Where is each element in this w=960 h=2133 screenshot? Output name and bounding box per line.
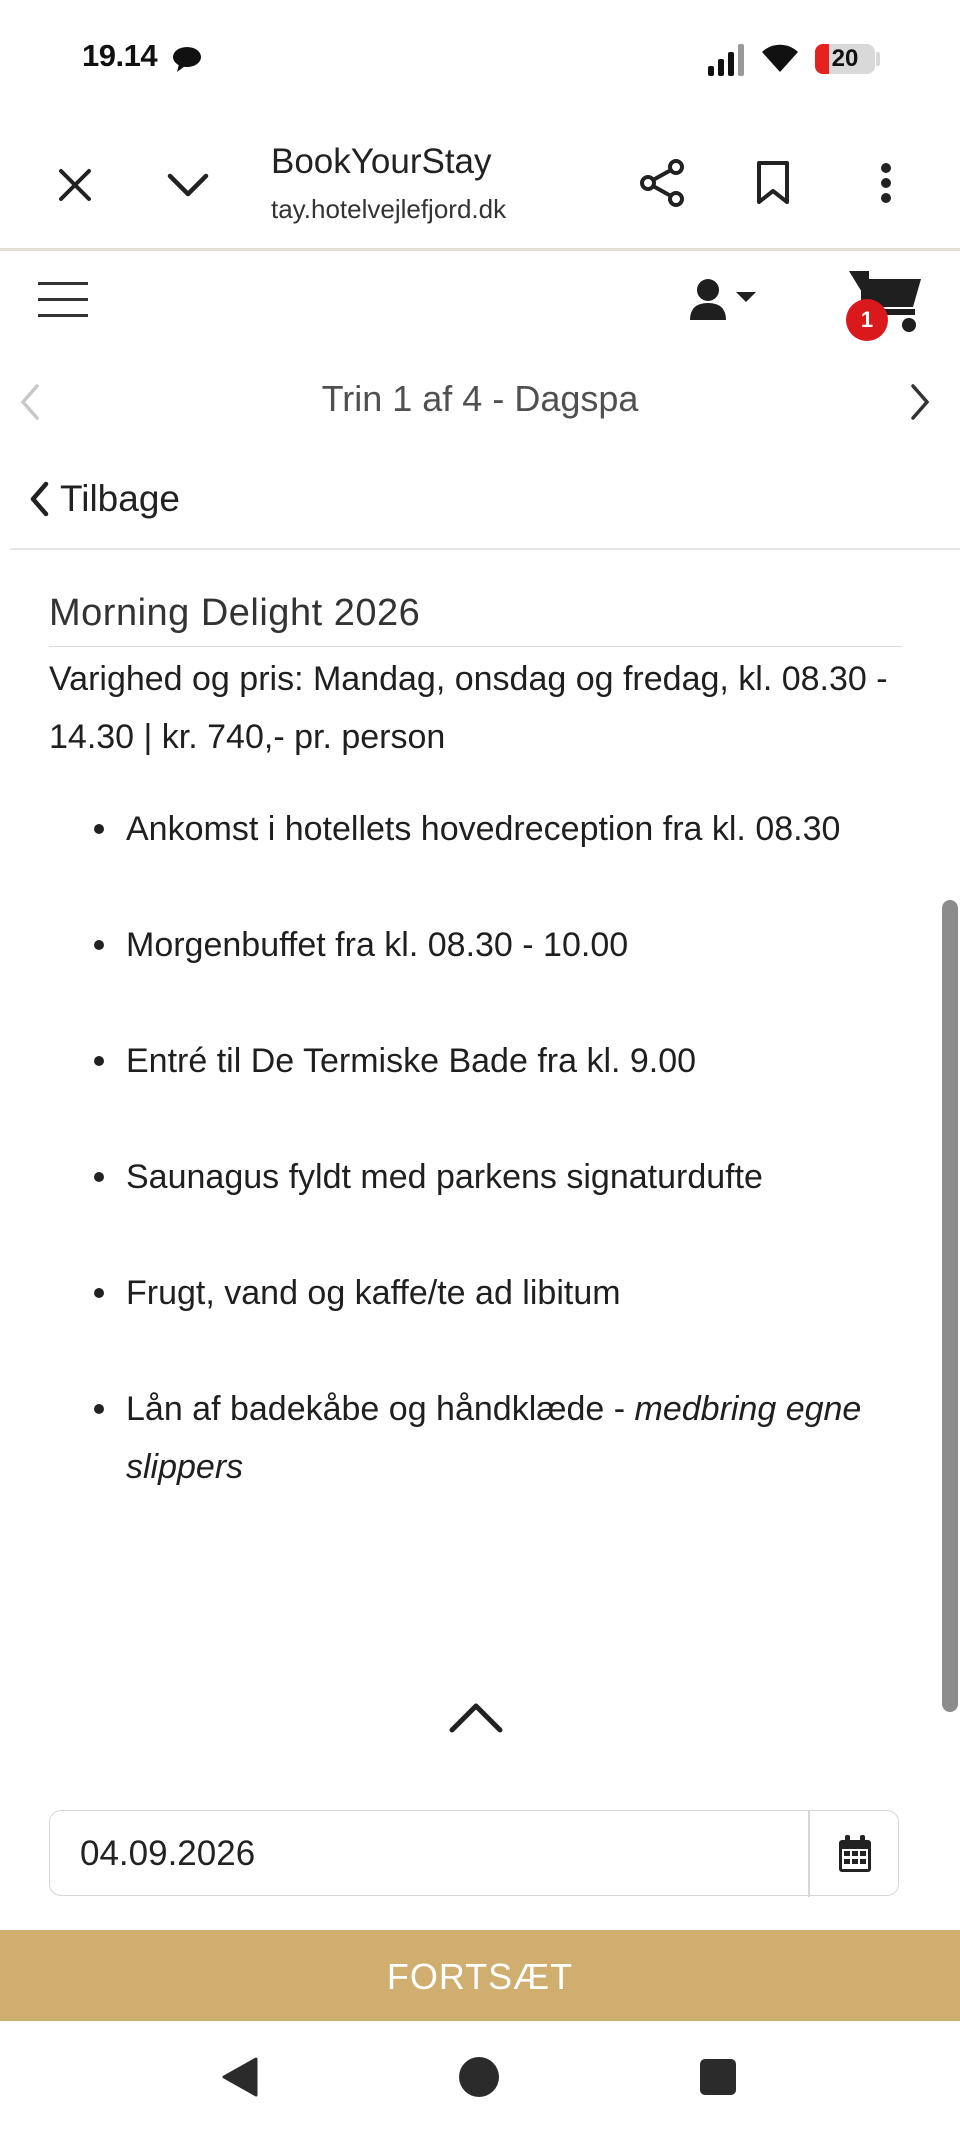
nav-recents-icon[interactable] [700,2059,736,2095]
bookmark-button[interactable] [748,155,798,211]
menu-button[interactable] [38,282,88,318]
caret-down-icon [736,292,756,302]
battery-cap [876,52,880,66]
chevron-up-icon [448,1700,504,1734]
next-step-button[interactable] [906,382,936,422]
product-title: Morning Delight 2026 [49,592,421,634]
continue-button[interactable]: FORTSÆT [0,1930,960,2021]
bookmark-icon [755,160,791,206]
page-title: BookYourStay [271,142,492,181]
list-item-text: Lån af badekåbe og håndklæde - [126,1390,635,1428]
nav-back-icon[interactable] [220,2056,260,2098]
chevron-left-icon [28,481,50,517]
chevron-down-icon [166,170,210,200]
battery-level: 20 [831,45,859,72]
close-icon [57,167,93,203]
user-icon [688,276,768,326]
more-vert-icon [880,162,892,204]
user-menu-button[interactable] [688,276,768,326]
wifi-icon [760,42,800,74]
list-item: Frugt, vand og kaffe/te ad libitum [94,1264,894,1322]
signal-icon [708,44,748,76]
duration-price: Varighed og pris: Mandag, onsdag og fredag, kl. 08.30 - 14.30 | kr. 740,- pr. person [49,660,888,756]
date-field[interactable] [49,1810,899,1896]
chevron-right-icon [909,382,933,422]
list-item: Ankomst i hotellets hovedreception fra kl. 08.30 [94,800,894,858]
close-button[interactable] [50,160,100,210]
back-link[interactable] [28,474,180,524]
nav-home-icon[interactable] [459,2057,499,2097]
title-underline [49,646,902,647]
step-indicator: Trin 1 af 4 - Dagspa [321,378,639,419]
list-item: Morgenbuffet fra kl. 08.30 - 10.00 [94,916,894,974]
header-divider [10,548,960,550]
share-button[interactable] [636,155,690,211]
list-item [94,1380,894,1496]
cart-count-badge: 1 [846,299,888,341]
chat-bubble-icon [172,46,202,72]
share-icon [640,159,686,207]
list-item: Entré til De Termiske Bade fra kl. 9.00 [94,1032,894,1090]
battery-icon [815,44,875,74]
page-url[interactable]: tay.hotelvejlefjord.dk [271,194,507,224]
more-options-button[interactable] [864,155,908,211]
list-item: Saunagus fyldt med parkens signaturdufte [94,1148,894,1206]
calendar-button[interactable] [810,1811,900,1897]
back-label: Tilbage [60,478,180,519]
calendar-icon [837,1834,873,1874]
collapse-button[interactable] [445,1697,507,1737]
expand-button[interactable] [160,160,216,210]
list-item-emphasis: medbring egne slippers [126,1390,862,1486]
feature-list [94,800,894,1554]
scrollbar[interactable] [942,900,958,1712]
date-value[interactable]: 04.09.2026 [80,1834,256,1873]
status-time: 19.14 [82,38,158,73]
